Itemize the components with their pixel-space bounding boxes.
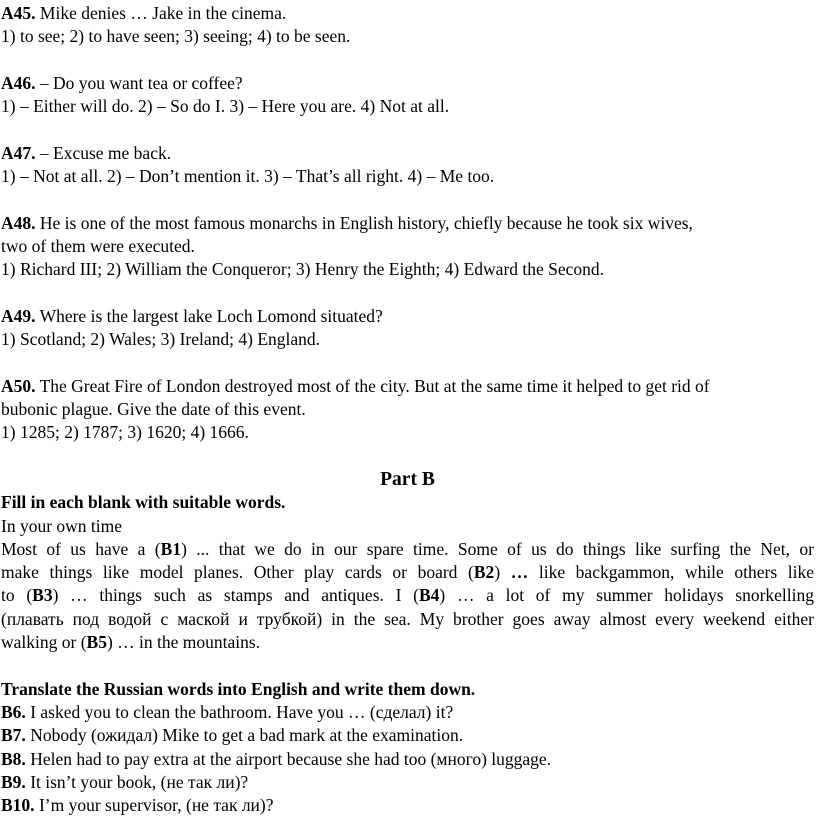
question-text: – Do you want tea or coffee? <box>35 72 243 93</box>
question-text-continued: bubonic plague. Give the date of this event. <box>1 399 306 420</box>
question-text: Where is the largest lake Loch Lomond situated? <box>35 305 383 326</box>
blank-label: B1 <box>160 538 182 559</box>
item-label: B7. <box>1 725 26 746</box>
passage-text: like backgammon, while others like <box>528 562 814 583</box>
item-text: Helen had to pay extra at the airport because she had too (много) luggage. <box>25 748 552 769</box>
item-b8 <box>1 748 814 771</box>
question-text: – Excuse me back. <box>35 142 172 163</box>
item-text: I asked you to clean the bathroom. Have you … (сделал) it? <box>25 701 454 722</box>
blank-label: B5 <box>86 632 107 653</box>
question-label: A46. <box>1 72 36 93</box>
passage-text: ) <box>494 562 511 583</box>
answer-options: 1) – Either will do. 2) – So do I. 3) – Here you are. 4) Not at all. <box>1 96 450 117</box>
worksheet-document <box>1 2 814 817</box>
passage-text: make things like model planes. Other play cards or board ( <box>1 562 474 583</box>
passage-text: ) … things such as stamps and antiques. I ( <box>52 585 419 606</box>
question-text: The Great Fire of London destroyed most of the city. But at the same time it helped to get rid of <box>35 375 710 396</box>
instruction-translate <box>1 678 814 701</box>
question-a46 <box>1 72 814 95</box>
item-b10 <box>1 794 814 817</box>
blank-label: B4 <box>418 585 440 606</box>
passage-text: ) … in the mountains. <box>106 632 261 653</box>
question-a49 <box>1 305 814 328</box>
passage-line <box>1 538 814 561</box>
passage-line <box>1 631 814 654</box>
question-label: A48. <box>1 212 36 233</box>
part-b-heading: Part B <box>380 468 435 490</box>
instruction-text: Translate the Russian words into English and write them down. <box>1 678 476 699</box>
passage-text: walking or ( <box>1 632 87 653</box>
question-text-continued: two of them were executed. <box>1 235 195 256</box>
item-text: Nobody (ожидал) Mike to get a bad mark at the examination. <box>25 725 464 746</box>
instruction-fill-in <box>1 491 814 514</box>
blank-ellipsis: … <box>510 562 529 583</box>
question-a45 <box>1 2 814 25</box>
question-a50 <box>1 375 814 398</box>
answer-options: 1) – Not at all. 2) – Don’t mention it. 3) – That’s all right. 4) – Me too. <box>1 166 495 187</box>
question-text: He is one of the most famous monarchs in English history, chiefly because he took six wives, <box>35 212 693 233</box>
item-label: B9. <box>1 771 26 792</box>
item-label: B8. <box>1 748 26 769</box>
question-label: A45. <box>1 3 36 23</box>
passage-line <box>1 561 814 584</box>
passage-text: ) ... that we do in our spare time. Some of us do things like surfing the Net, or <box>181 538 814 559</box>
passage-text: ) … a lot of my summer holidays snorkelling <box>439 585 814 606</box>
question-a47 <box>1 142 814 165</box>
blank-label: B2 <box>473 562 495 583</box>
passage-title: In your own time <box>1 515 123 536</box>
question-label: A47. <box>1 142 36 163</box>
item-label: B6. <box>1 701 26 722</box>
question-text: Mike denies … Jake in the cinema. <box>35 3 287 23</box>
blank-label: B3 <box>32 585 53 606</box>
answer-options: 1) 1285; 2) 1787; 3) 1620; 4) 1666. <box>1 422 249 443</box>
passage-text: Most of us have a ( <box>1 538 161 559</box>
passage <box>1 538 814 654</box>
question-label: A49. <box>1 305 36 326</box>
passage-line <box>1 584 814 607</box>
item-text: I’m your supervisor, (не так ли)? <box>34 795 274 816</box>
item-b6 <box>1 701 814 724</box>
item-b9 <box>1 771 814 794</box>
item-b7 <box>1 724 814 747</box>
item-label: B10. <box>1 795 35 816</box>
instruction-text: Fill in each blank with suitable words. <box>1 492 286 513</box>
question-label: A50. <box>1 375 36 396</box>
item-text: It isn’t your book, (не так ли)? <box>25 771 249 792</box>
answer-options: 1) to see; 2) to have seen; 3) seeing; 4) to be seen. <box>1 26 351 47</box>
answer-options: 1) Richard III; 2) William the Conqueror; 3) Henry the Eighth; 4) Edward the Second. <box>1 259 605 280</box>
passage-text: (плавать под водой с маской и трубкой) in the sea. My brother goes away almost every weekend either <box>1 608 814 629</box>
passage-line <box>1 608 814 631</box>
answer-options: 1) Scotland; 2) Wales; 3) Ireland; 4) England. <box>1 329 321 350</box>
passage-text: to ( <box>1 585 33 606</box>
question-a48 <box>1 212 814 235</box>
